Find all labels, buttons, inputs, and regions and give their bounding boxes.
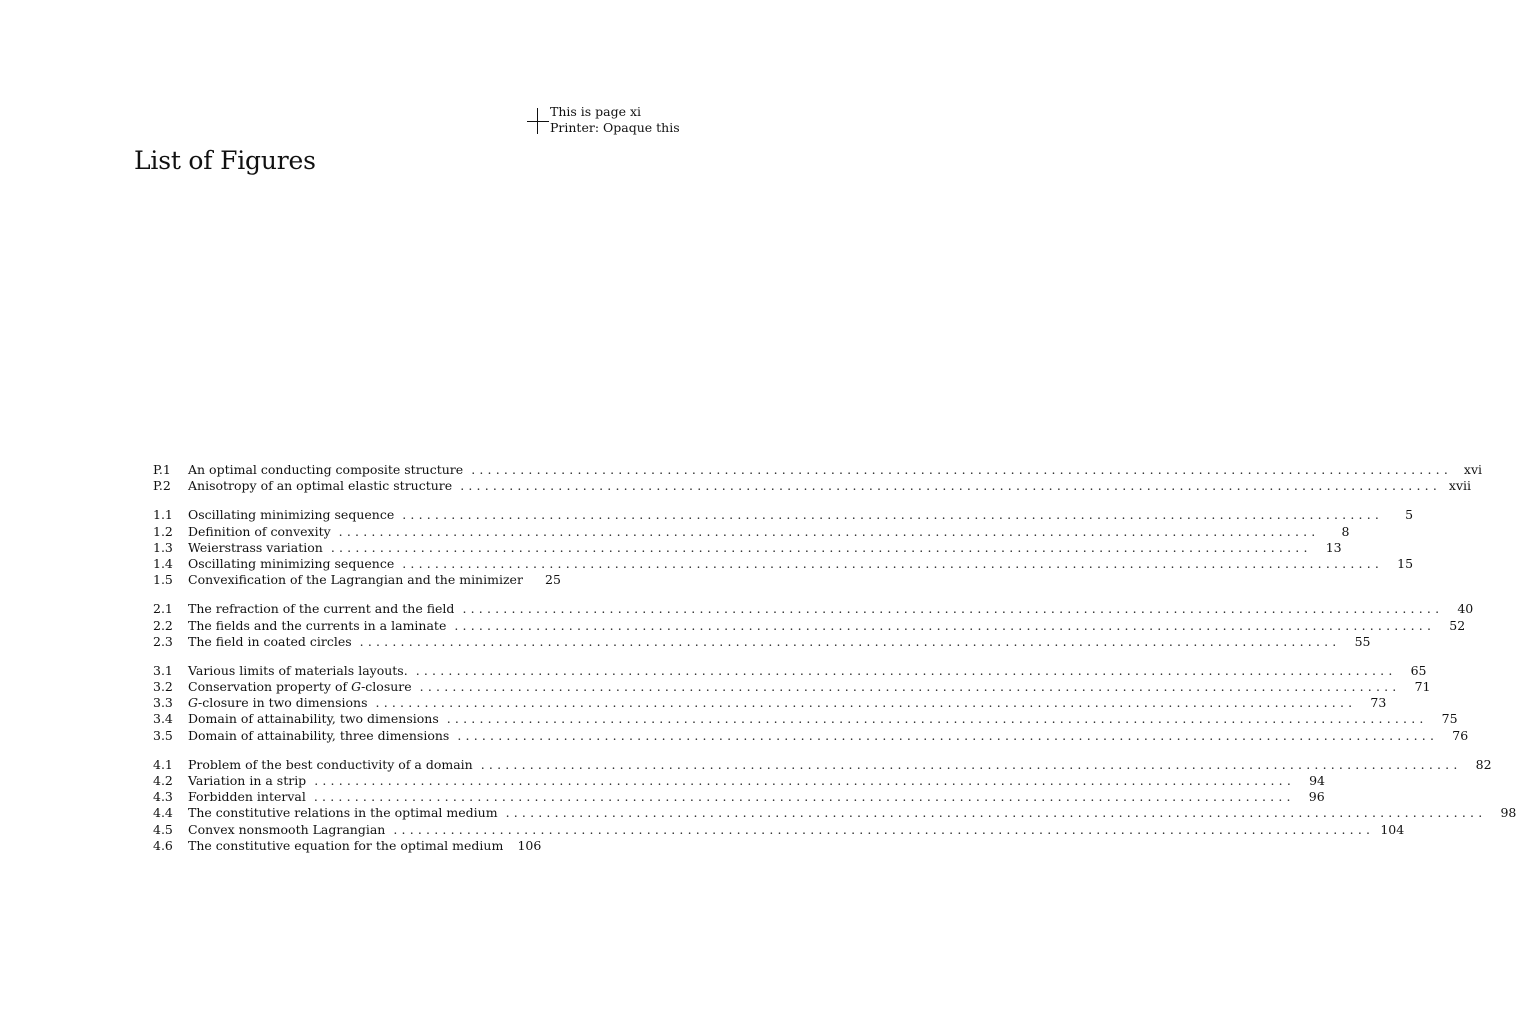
figure-entry[interactable] [153, 756, 1492, 773]
figure-caption: The refraction of the current and the field [188, 601, 455, 617]
figure-number: 4.3 [153, 789, 173, 805]
figure-group [153, 662, 1469, 744]
figure-number: 2.1 [153, 601, 173, 617]
figure-caption: The constitutive relations in the optimal medium [188, 805, 498, 821]
figure-page-number: 71 [1414, 679, 1431, 695]
leader-dots: ........................................................................................................................ [457, 727, 1439, 743]
leader-dots: ........................................................................................................................ [419, 679, 1401, 695]
figure-number: 1.5 [153, 572, 173, 588]
figure-caption: Domain of attainability, two dimensions [188, 711, 439, 727]
figure-page-number: 52 [1449, 617, 1466, 633]
printer-line: Printer: Opaque this [550, 120, 680, 135]
figure-entry[interactable] [153, 805, 1516, 821]
figure-page-number: 13 [1325, 539, 1342, 555]
figure-caption: Definition of convexity [188, 523, 331, 539]
figure-page-number: 73 [1370, 695, 1387, 711]
figure-number: 4.4 [153, 805, 173, 821]
figure-page-number: 65 [1410, 662, 1427, 678]
page-title: List of Figures [134, 146, 316, 175]
figure-group [153, 507, 1414, 588]
figure-group [153, 756, 1516, 854]
figure-number: 4.5 [153, 821, 173, 837]
figure-caption: Various limits of materials layouts. [188, 662, 408, 678]
leader-dots: ........................................................................................................................ [314, 773, 1296, 788]
figure-page-number: 8 [1341, 523, 1350, 539]
figure-caption: G-closure in two dimensions [188, 695, 368, 711]
figure-number: 1.3 [153, 539, 173, 555]
figure-page-number: 94 [1309, 773, 1326, 788]
leader-dots: ........................................................................................................................ [462, 601, 1444, 617]
figure-page-number: 98 [1500, 805, 1516, 821]
figure-entry[interactable] [153, 555, 1414, 572]
figure-entry[interactable] [153, 695, 1387, 711]
figure-entry[interactable] [153, 572, 561, 588]
figure-caption: Variation in a strip [188, 773, 307, 788]
leader-dots: ........................................................................................................................ [446, 711, 1428, 727]
leader-dots: ........................................................................................................................ [415, 662, 1397, 678]
figure-entry[interactable] [153, 617, 1466, 634]
leader-dots: ........................................................................................................................ [338, 523, 1320, 539]
figure-page-number: 5 [1405, 507, 1414, 523]
figure-page-number: 55 [1354, 633, 1371, 649]
figure-entry[interactable] [153, 478, 1471, 494]
figure-number: P.2 [153, 478, 171, 494]
figure-number: 4.1 [153, 756, 173, 772]
page-number-line: This is page xi [550, 104, 642, 119]
leader-dots: ........................................................................................................................ [480, 756, 1462, 772]
figure-number: 3.2 [153, 679, 173, 695]
figure-page-number: 82 [1475, 756, 1492, 772]
figure-entry[interactable] [153, 523, 1350, 540]
figure-caption: Oscillating minimizing sequence [188, 555, 395, 571]
figure-number: 3.1 [153, 662, 173, 678]
figure-number: 4.2 [153, 773, 173, 788]
leader-dots: ........................................................................................................................ [471, 462, 1452, 477]
figure-caption: An optimal conducting composite structure [188, 462, 464, 477]
figure-group [153, 601, 1474, 650]
figure-entry[interactable] [153, 662, 1427, 679]
figure-page-number: 104 [1380, 821, 1405, 837]
leader-dots: ........................................................................................................................ [375, 695, 1357, 711]
list-of-figures [153, 462, 1516, 867]
figure-page-number: xvii [1448, 478, 1471, 494]
figure-number: 3.4 [153, 711, 173, 727]
figure-caption: Oscillating minimizing sequence [188, 507, 395, 523]
leader-dots: ........................................................................................................................ [359, 633, 1341, 649]
figure-page-number: 15 [1397, 555, 1414, 571]
leader-dots: ........................................................................................................................ [402, 507, 1384, 523]
figure-number: P.1 [153, 462, 171, 477]
crop-mark-icon [527, 108, 549, 134]
figure-caption: The fields and the currents in a laminate [188, 617, 447, 633]
figure-entry[interactable] [153, 727, 1469, 744]
figure-entry[interactable] [153, 633, 1371, 650]
figure-caption: Problem of the best conductivity of a domain [188, 756, 473, 772]
leader-dots: ........................................................................................................................ [454, 617, 1436, 633]
figure-group [153, 462, 1482, 494]
figure-number: 2.2 [153, 617, 173, 633]
figure-caption: Forbidden interval [188, 789, 306, 805]
figure-entry[interactable] [153, 821, 1405, 838]
figure-number: 4.6 [153, 837, 173, 853]
figure-page-number: 25 [545, 572, 561, 588]
figure-entry[interactable] [153, 838, 541, 854]
leader-dots: ........................................................................................................................ [505, 805, 1487, 821]
leader-dots: ........................................................................................................................ [402, 555, 1384, 571]
figure-number: 3.3 [153, 695, 173, 711]
figure-entry[interactable] [153, 507, 1414, 523]
figure-entry[interactable] [153, 773, 1326, 789]
figure-caption: Domain of attainability, three dimensions [188, 727, 450, 743]
figure-number: 1.2 [153, 523, 173, 539]
figure-caption: The constitutive equation for the optimal medium [188, 837, 504, 853]
figure-entry[interactable] [153, 679, 1431, 695]
figure-caption: Conservation property of G-closure [188, 679, 412, 695]
figure-number: 1.4 [153, 555, 173, 571]
figure-number: 3.5 [153, 727, 173, 743]
figure-entry[interactable] [153, 711, 1458, 727]
figure-page-number: 96 [1308, 789, 1325, 805]
leader-dots: ........................................................................................................................ [460, 478, 1441, 494]
figure-page-number: 106 [517, 837, 542, 853]
figure-caption: The field in coated circles [188, 633, 352, 649]
figure-number: 1.1 [153, 507, 173, 523]
figure-caption: Convex nonsmooth Lagrangian [188, 821, 386, 837]
leader-dots: ........................................................................................................................ [393, 821, 1375, 837]
page-header [527, 104, 680, 136]
figure-entry[interactable] [153, 789, 1325, 805]
leader-dots: ........................................................................................................................ [330, 539, 1312, 555]
figure-entry[interactable] [153, 539, 1342, 556]
figure-caption: Convexification of the Lagrangian and the minimizer [188, 572, 523, 588]
figure-entry[interactable] [153, 601, 1474, 617]
figure-page-number: 76 [1452, 727, 1469, 743]
figure-number: 2.3 [153, 633, 173, 649]
figure-page-number: 40 [1457, 601, 1474, 617]
leader-dots: ........................................................................................................................ [313, 789, 1295, 805]
figure-caption: Anisotropy of an optimal elastic structure [188, 478, 453, 494]
figure-page-number: xvi [1463, 462, 1482, 477]
figure-entry[interactable] [153, 462, 1482, 478]
figure-page-number: 75 [1441, 711, 1458, 727]
figure-caption: Weierstrass variation [188, 539, 323, 555]
